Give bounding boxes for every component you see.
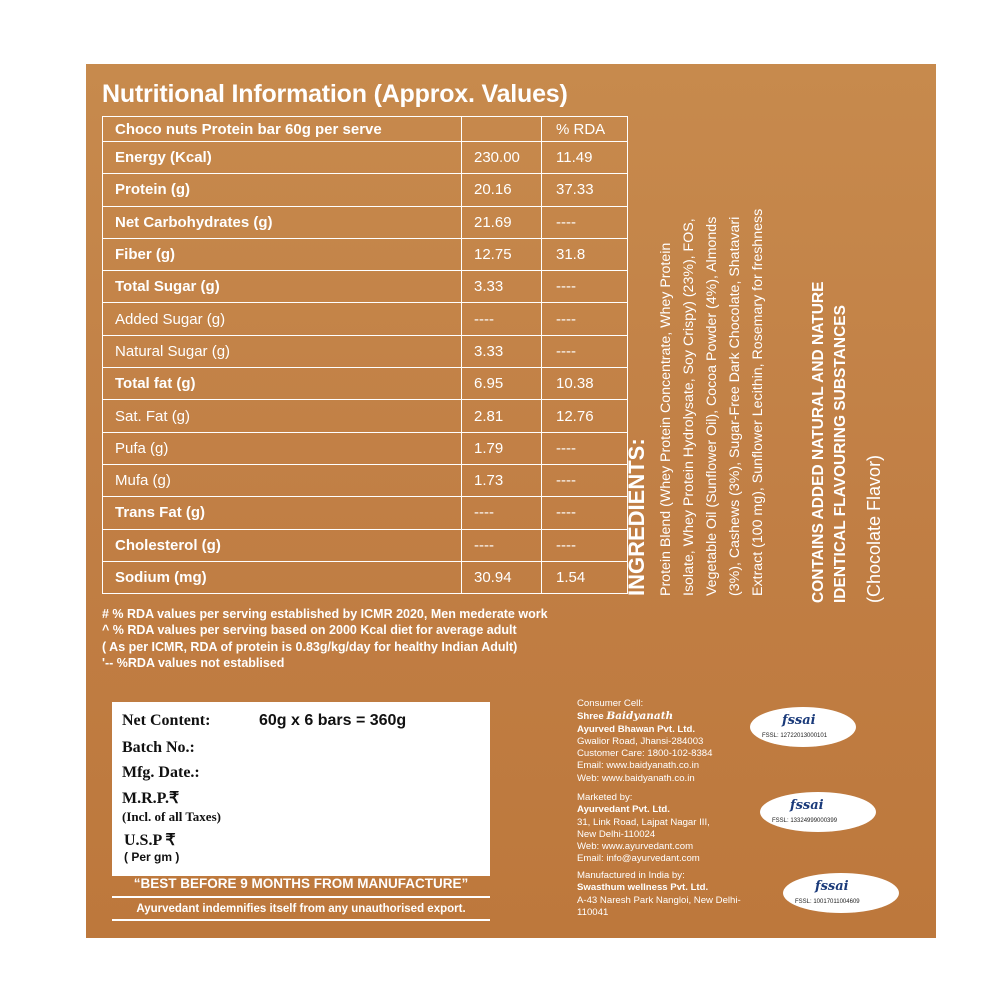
- page-title: Nutritional Information (Approx. Values): [102, 80, 568, 108]
- flavour-line: IDENTICAL FLAVOURING SUBSTANCES: [832, 305, 849, 603]
- table-row: [103, 238, 628, 270]
- consumer-heading: Consumer Cell:: [577, 698, 644, 709]
- cell-label: Cholesterol (g): [103, 529, 462, 561]
- cell-value: 30.94: [462, 561, 542, 593]
- ingredients-line: Extract (100 mg), Sunflower Lecithin, Rosemary for freshness: [750, 208, 766, 596]
- cell-label: Net Carbohydrates (g): [103, 206, 462, 238]
- baidyanath-logo: Baidyanath: [606, 710, 674, 723]
- fssai-number: FSSL: 12722013000101: [762, 733, 828, 739]
- table-row: [103, 303, 628, 335]
- table-row: [103, 497, 628, 529]
- cell-value: 21.69: [462, 206, 542, 238]
- cell-rda: 37.33: [542, 174, 628, 206]
- cell-value: 12.75: [462, 238, 542, 270]
- cell-label: Natural Sugar (g): [103, 335, 462, 367]
- brand-prefix: Shree: [577, 711, 607, 723]
- marketed-web: Web: www.ayurvedant.com: [577, 841, 694, 853]
- ingredients-line: (3%), Cashews (3%), Sugar-Free Dark Chocolate, Shatavari: [727, 216, 743, 596]
- ingredients-line: Vegetable Oil (Sunflower Oil), Cocoa Powder (4%), Almonds: [704, 216, 720, 596]
- cell-rda: ----: [542, 303, 628, 335]
- mfg-date: Mfg. Date.:: [122, 764, 200, 781]
- marketed-company: Ayurvedant Pvt. Ltd.: [577, 804, 670, 816]
- rda-notes: [102, 606, 548, 672]
- fssai-logo: fssai: [790, 798, 824, 813]
- note-line: '-- %RDA values not establised: [102, 656, 285, 671]
- cell-label: Fiber (g): [103, 238, 462, 270]
- cell-value: ----: [462, 529, 542, 561]
- table-row: [103, 529, 628, 561]
- cell-label: Energy (Kcal): [103, 142, 462, 174]
- net-content-label: Net Content:: [122, 712, 211, 729]
- cell-value: 1.79: [462, 432, 542, 464]
- marketed-address: New Delhi-110024: [577, 828, 656, 840]
- cell-value: 3.33: [462, 271, 542, 303]
- brand-line: [577, 710, 712, 723]
- ingredients-line: Isolate, Whey Protein Hydrolysate, Soy Crispy) (23%), FOS,: [681, 218, 697, 596]
- per-gm: ( Per gm ): [124, 850, 180, 864]
- consumer-address: Gwalior Road, Jhansi-284003: [577, 735, 704, 747]
- ingredients-line: Protein Blend (Whey Protein Concentrate, Whey Protein: [658, 242, 674, 596]
- cell-rda: ----: [542, 529, 628, 561]
- manufactured-by: [577, 870, 741, 919]
- marketed-address: 31, Link Road, Lajpat Nagar III,: [577, 816, 710, 828]
- fssai-badge: [783, 873, 899, 913]
- cell-label: Protein (g): [103, 174, 462, 206]
- cell-value: 3.33: [462, 335, 542, 367]
- cell-rda: ----: [542, 497, 628, 529]
- consumer-email: Email: www.baidyanath.co.in: [577, 760, 700, 772]
- cell-rda: ----: [542, 432, 628, 464]
- fssai-number: FSSL: 10017011004609: [795, 899, 860, 905]
- cell-label: Total fat (g): [103, 368, 462, 400]
- cell-rda: ----: [542, 271, 628, 303]
- note-line: ( As per ICMR, RDA of protein is 0.83g/kg/day for healthy Indian Adult): [102, 639, 518, 654]
- cell-rda: 1.54: [542, 561, 628, 593]
- cell-rda: 12.76: [542, 400, 628, 432]
- consumer-cell: [577, 698, 712, 785]
- cell-rda: 10.38: [542, 368, 628, 400]
- consumer-web: Web: www.baidyanath.co.in: [577, 772, 695, 784]
- table-row: [103, 561, 628, 593]
- marketed-heading: Marketed by:: [577, 792, 633, 803]
- cell-label: Sodium (mg): [103, 561, 462, 593]
- cell-label: Pufa (g): [103, 432, 462, 464]
- header-value: [462, 117, 542, 142]
- best-before: “BEST BEFORE 9 MONTHS FROM MANUFACTURE”: [133, 876, 469, 891]
- net-content-box: [112, 702, 490, 876]
- cell-rda: 11.49: [542, 142, 628, 174]
- cell-label: Added Sugar (g): [103, 303, 462, 335]
- mrp: M.R.P.₹: [122, 790, 180, 807]
- cell-rda: 31.8: [542, 238, 628, 270]
- cell-value: 1.73: [462, 464, 542, 496]
- indemnity-note: Ayurvedant indemnifies itself from any unauthorised export.: [136, 903, 466, 915]
- table-row: [103, 432, 628, 464]
- table-row: [103, 368, 628, 400]
- table-row: [103, 174, 628, 206]
- marketed-by: [577, 792, 710, 866]
- manufactured-company: Swasthum wellness Pvt. Ltd.: [577, 882, 709, 894]
- cell-rda: ----: [542, 206, 628, 238]
- note-line: # % RDA values per serving established by ICMR 2020, Men mederate work: [102, 607, 548, 621]
- batch-no: Batch No.:: [122, 739, 195, 756]
- marketed-email: Email: info@ayurvedant.com: [577, 853, 700, 865]
- cell-value: 6.95: [462, 368, 542, 400]
- fssai-badge: [760, 792, 876, 832]
- header-label: Choco nuts Protein bar 60g per serve: [103, 117, 462, 142]
- ingredients-heading: INGREDIENTS:: [624, 438, 649, 596]
- manufactured-address: A-43 Naresh Park Nangloi, New Delhi-: [577, 894, 741, 906]
- manufactured-address: 110041: [577, 906, 609, 918]
- cell-rda: ----: [542, 464, 628, 496]
- manufactured-heading: Manufactured in India by:: [577, 870, 685, 881]
- cell-value: 20.16: [462, 174, 542, 206]
- table-row: [103, 464, 628, 496]
- cell-rda: ----: [542, 335, 628, 367]
- cell-value: 2.81: [462, 400, 542, 432]
- cell-label: Trans Fat (g): [103, 497, 462, 529]
- taxes-note: (Incl. of all Taxes): [122, 809, 221, 824]
- cell-value: 230.00: [462, 142, 542, 174]
- cell-label: Sat. Fat (g): [103, 400, 462, 432]
- table-row: [103, 142, 628, 174]
- cell-label: Total Sugar (g): [103, 271, 462, 303]
- cell-label: Mufa (g): [103, 464, 462, 496]
- net-content-value: 60g x 6 bars = 360g: [259, 712, 407, 729]
- fssai-logo: fssai: [782, 713, 816, 728]
- divider: [112, 919, 490, 921]
- header-rda: % RDA: [542, 117, 628, 142]
- cell-value: ----: [462, 497, 542, 529]
- fssai-logo: fssai: [815, 879, 849, 894]
- usp: U.S.P ₹: [124, 832, 176, 849]
- divider: [112, 896, 490, 898]
- table-row: [103, 271, 628, 303]
- flavour-line: (Chocolate Flavor): [864, 454, 884, 603]
- cell-value: ----: [462, 303, 542, 335]
- note-line: ^ % RDA values per serving based on 2000 Kcal diet for average adult: [102, 623, 517, 638]
- fssai-number: FSSL: 13324999000399: [772, 818, 838, 824]
- consumer-care: Customer Care: 1800-102-8384: [577, 748, 713, 760]
- table-row: [103, 335, 628, 367]
- table-row: [103, 400, 628, 432]
- table-header-row: [103, 117, 628, 142]
- consumer-company: Ayurved Bhawan Pvt. Ltd.: [577, 723, 695, 735]
- nutrition-table: [102, 116, 628, 594]
- flavour-line: CONTAINS ADDED NATURAL AND NATURE: [810, 281, 827, 603]
- table-row: [103, 206, 628, 238]
- fssai-badge: [750, 707, 856, 747]
